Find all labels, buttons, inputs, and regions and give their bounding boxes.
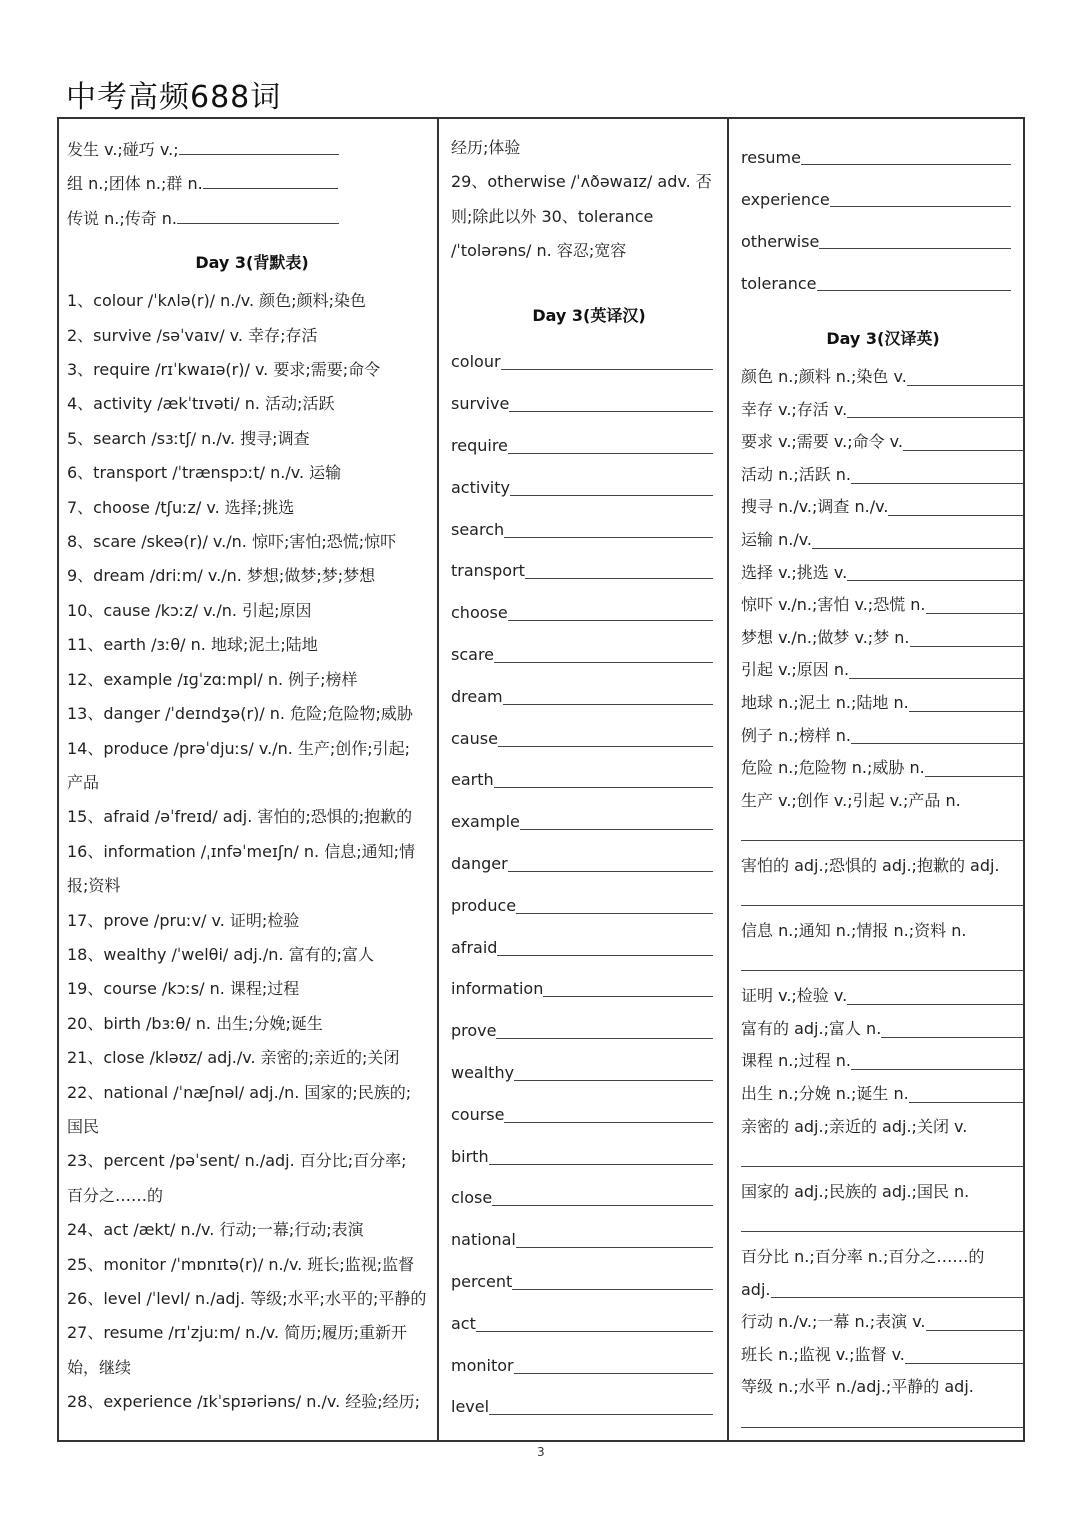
vocab-entry: 25、monitor /ˈmɒnɪtə(r)/ n./v. 班长;监视;监督 <box>67 1254 415 1274</box>
answer-blank[interactable] <box>905 1347 1023 1364</box>
chinese-prompt-row <box>741 1371 1025 1404</box>
chinese-prompt-row <box>741 785 1025 818</box>
translate-row <box>451 882 727 924</box>
english-word: wealthy <box>451 1062 515 1082</box>
vocab-entry: 则;除此以外 30、tolerance <box>451 206 654 226</box>
answer-blank[interactable] <box>741 891 1023 906</box>
answer-blank[interactable] <box>741 1413 1023 1428</box>
chinese-prompt-row <box>741 1176 1025 1209</box>
english-word: afraid <box>451 937 498 957</box>
chinese-prompt: 证明 v.;检验 v. <box>741 986 848 1006</box>
page-number: 3 <box>537 1445 545 1459</box>
answer-blank[interactable] <box>851 467 1023 484</box>
vocabulary-list <box>67 284 437 1419</box>
english-word: choose <box>451 603 508 623</box>
english-word: activity <box>451 477 510 497</box>
fill-in-line <box>67 133 437 167</box>
chinese-prompt: 搜寻 n./v.;调查 n./v. <box>741 497 889 517</box>
answer-line <box>741 883 1025 916</box>
answer-blank[interactable] <box>489 1396 713 1415</box>
vocab-entry: 16、information /ˌɪnfəˈmeɪʃn/ n. 信息;通知;情 <box>67 841 416 861</box>
translate-row <box>451 840 727 882</box>
english-word: require <box>451 436 508 456</box>
answer-blank[interactable] <box>510 477 713 496</box>
chinese-prompt: 选择 v.;挑选 v. <box>741 562 848 582</box>
answer-blank[interactable] <box>925 760 1023 777</box>
answer-blank[interactable] <box>888 499 1023 516</box>
english-word: resume <box>741 148 801 167</box>
chinese-prompt-row <box>741 622 1025 655</box>
chinese-prompt: 国家的 adj.;民族的 adj.;国民 n. <box>741 1181 970 1201</box>
answer-blank[interactable] <box>494 769 713 788</box>
cn-to-en-heading: Day 3(汉译英) <box>826 329 940 348</box>
page-title: 中考高频688词 <box>66 80 282 115</box>
english-word: prove <box>451 1021 497 1041</box>
col1-top-lines <box>67 133 437 236</box>
vocab-entry: 百分之……的 <box>67 1185 164 1205</box>
chinese-prompt-row <box>741 1241 1025 1274</box>
english-word: cause <box>451 728 498 748</box>
answer-blank[interactable] <box>771 1281 1024 1298</box>
answer-blank[interactable] <box>801 146 1011 165</box>
english-word: tolerance <box>741 274 817 293</box>
answer-blank[interactable] <box>512 1271 713 1290</box>
chinese-prompt-row <box>741 654 1025 687</box>
chinese-prompt: adj. <box>741 1279 771 1299</box>
answer-blank[interactable] <box>909 695 1023 712</box>
chinese-prompt: 富有的 adj.;富人 n. <box>741 1018 882 1038</box>
vocab-entry: 5、search /sɜːtʃ/ n./v. 搜寻;调查 <box>67 428 310 448</box>
chinese-prompt: 百分比 n.;百分率 n.;百分之……的 <box>741 1247 985 1267</box>
translate-row <box>451 924 727 966</box>
answer-blank[interactable] <box>520 811 713 830</box>
answer-blank[interactable] <box>496 1020 713 1039</box>
chinese-prompt: 出生 n.;分娩 n.;诞生 n. <box>741 1084 909 1104</box>
answer-blank[interactable] <box>516 1229 713 1248</box>
prompt-text: 传说 n.;传奇 n. <box>67 208 178 228</box>
vocab-entry: 12、example /ɪɡˈzɑːmpl/ n. 例子;榜样 <box>67 669 358 689</box>
answer-blank[interactable] <box>508 853 713 872</box>
translate-row <box>451 422 727 464</box>
chinese-prompt-row <box>741 1078 1025 1111</box>
chinese-prompt-row <box>741 752 1025 785</box>
answer-line <box>741 817 1025 850</box>
answer-blank[interactable] <box>504 1104 713 1123</box>
english-word: example <box>451 812 520 832</box>
english-word: survive <box>451 394 510 414</box>
translate-row <box>451 673 727 715</box>
answer-line <box>741 1143 1025 1176</box>
answer-blank[interactable] <box>847 988 1023 1005</box>
vocab-entry: 产品 <box>67 772 100 792</box>
english-word-list <box>451 339 727 1426</box>
answer-blank[interactable] <box>851 727 1023 744</box>
answer-blank[interactable] <box>819 230 1011 249</box>
vocab-entry: 15、afraid /əˈfreɪd/ adj. 害怕的;恐惧的;抱歉的 <box>67 807 413 827</box>
answer-blank[interactable] <box>476 1313 713 1332</box>
vocab-entry: 始，继续 <box>67 1357 132 1377</box>
translate-row <box>451 1300 727 1342</box>
vocab-entry: 8、scare /skeə(r)/ v./n. 惊吓;害怕;恐慌;惊吓 <box>67 532 397 552</box>
answer-blank[interactable] <box>516 895 713 914</box>
chinese-prompt: 信息 n.;通知 n.;情报 n.;资料 n. <box>741 921 967 941</box>
answer-blank[interactable] <box>179 136 339 155</box>
translate-row <box>451 757 727 799</box>
chinese-prompt: 课程 n.;过程 n. <box>741 1051 852 1071</box>
answer-line <box>741 1404 1025 1437</box>
vocab-entry: 7、choose /tʃuːz/ v. 选择;挑选 <box>67 497 295 517</box>
translate-row <box>451 589 727 631</box>
answer-blank[interactable] <box>514 1062 713 1081</box>
vocab-entry: 19、course /kɔːs/ n. 课程;过程 <box>67 979 300 999</box>
answer-blank[interactable] <box>830 188 1011 207</box>
chinese-prompt-row <box>741 1274 1025 1307</box>
memorize-column <box>59 119 439 1440</box>
vocab-entry: 2、survive /səˈvaɪv/ v. 幸存;存活 <box>67 325 318 345</box>
translate-row <box>741 219 1025 261</box>
chinese-prompt-row <box>741 850 1025 883</box>
answer-blank[interactable] <box>741 956 1023 971</box>
memorize-heading: Day 3(背默表) <box>195 253 309 273</box>
english-word: birth <box>451 1146 489 1166</box>
answer-blank[interactable] <box>926 1314 1023 1331</box>
answer-blank[interactable] <box>851 1053 1023 1070</box>
english-word: percent <box>451 1271 513 1291</box>
answer-blank[interactable] <box>501 351 713 370</box>
answer-blank[interactable] <box>847 564 1023 581</box>
chinese-prompt: 运输 n./v. <box>741 529 813 549</box>
english-word: information <box>451 979 544 999</box>
answer-blank[interactable] <box>543 978 713 997</box>
fill-in-line <box>67 202 437 236</box>
translate-row <box>741 135 1025 177</box>
answer-blank[interactable] <box>812 532 1023 549</box>
translate-row <box>451 1342 727 1384</box>
answer-blank[interactable] <box>903 434 1023 451</box>
vocab-entry: 20、birth /bɜːθ/ n. 出生;分娩;诞生 <box>67 1013 323 1033</box>
vocab-entry: /ˈtolərəns/ n. 容忍;宽容 <box>451 241 627 261</box>
answer-blank[interactable] <box>881 1021 1023 1038</box>
answer-blank[interactable] <box>817 272 1011 291</box>
answer-blank[interactable] <box>497 937 713 956</box>
translate-row <box>451 1091 727 1133</box>
answer-blank[interactable] <box>177 205 339 224</box>
translate-row <box>451 966 727 1008</box>
chinese-prompt-row <box>741 1339 1025 1372</box>
chinese-prompt: 颜色 n.;颜料 n.;染色 v. <box>741 367 907 386</box>
translate-row <box>451 1384 727 1426</box>
vocab-entry: 10、cause /kɔːz/ v./n. 引起;原因 <box>67 600 312 620</box>
chinese-prompt-row <box>741 459 1025 492</box>
english-word: experience <box>741 190 830 209</box>
english-word: danger <box>451 853 508 873</box>
english-word: dream <box>451 686 503 706</box>
chinese-prompt-row <box>741 915 1025 948</box>
vocab-entry: 1、colour /ˈkʌlə(r)/ n./v. 颜色;颜料;染色 <box>67 291 366 311</box>
answer-blank[interactable] <box>741 1152 1023 1167</box>
vocab-entry: 23、percent /pəˈsent/ n./adj. 百分比;百分率; <box>67 1151 407 1171</box>
fill-in-line <box>67 167 437 201</box>
chinese-prompt: 例子 n.;榜样 n. <box>741 725 852 745</box>
worksheet-table <box>57 117 1025 1442</box>
vocab-entry: 22、national /ˈnæʃnəl/ adj./n. 国家的;民族的; <box>67 1082 412 1102</box>
chinese-prompt: 危险 n.;危险物 n.;威胁 n. <box>741 758 925 778</box>
chinese-prompt-row <box>741 394 1025 427</box>
answer-blank[interactable] <box>910 630 1023 647</box>
translate-row <box>451 715 727 757</box>
en-to-cn-column <box>439 119 729 1440</box>
answer-blank[interactable] <box>926 597 1023 614</box>
vocab-entry: 17、prove /pruːv/ v. 证明;检验 <box>67 910 300 930</box>
english-word: close <box>451 1188 493 1208</box>
chinese-prompt-row <box>741 491 1025 524</box>
prompt-text: 组 n.;团体 n.;群 n. <box>67 174 203 194</box>
english-word: produce <box>451 895 517 915</box>
translate-row <box>741 261 1025 303</box>
translate-row <box>451 506 727 548</box>
english-word: otherwise <box>741 232 820 251</box>
cn-to-en-column <box>729 119 1025 1440</box>
answer-blank[interactable] <box>503 686 713 705</box>
col3-top-words <box>741 135 1025 303</box>
vocab-entry: 报;资料 <box>67 876 121 896</box>
chinese-prompt: 要求 v.;需要 v.;命令 v. <box>741 432 903 452</box>
answer-blank[interactable] <box>494 644 713 663</box>
english-word: colour <box>451 352 501 372</box>
chinese-prompt-row <box>741 426 1025 459</box>
vocab-entry: 21、close /kləʊz/ adj./v. 亲密的;亲近的;关闭 <box>67 1048 400 1068</box>
chinese-prompt: 班长 n.;监视 v.;监督 v. <box>741 1344 905 1364</box>
answer-blank[interactable] <box>508 602 713 621</box>
answer-line <box>741 1208 1025 1241</box>
chinese-prompt-row <box>741 589 1025 622</box>
chinese-prompt-row <box>741 1013 1025 1046</box>
vocab-entry: 14、produce /prəˈdjuːs/ v./n. 生产;创作;引起; <box>67 738 411 758</box>
translate-row <box>451 1007 727 1049</box>
vocab-entry: 24、act /ækt/ n./v. 行动;一幕;行动;表演 <box>67 1220 364 1240</box>
chinese-prompt-row <box>741 980 1025 1013</box>
english-word: level <box>451 1397 490 1417</box>
answer-blank[interactable] <box>849 662 1023 679</box>
answer-blank[interactable] <box>509 393 713 412</box>
chinese-prompt-row <box>741 1045 1025 1078</box>
answer-blank[interactable] <box>909 1086 1023 1103</box>
translate-row <box>451 1258 727 1300</box>
chinese-prompt: 行动 n./v.;一幕 n.;表演 v. <box>741 1312 926 1332</box>
chinese-prompt: 生产 v.;创作 v.;引起 v.;产品 n. <box>741 790 961 810</box>
english-word: transport <box>451 561 525 581</box>
answer-blank[interactable] <box>907 369 1023 386</box>
vocab-entry: 4、activity /ækˈtɪvəti/ n. 活动;活跃 <box>67 394 335 414</box>
vocab-entry: 经历;体验 <box>451 138 521 157</box>
english-word: act <box>451 1313 476 1333</box>
english-word: scare <box>451 645 495 664</box>
chinese-prompt: 亲密的 adj.;亲近的 adj.;关闭 v. <box>741 1116 968 1136</box>
translate-row <box>741 177 1025 219</box>
english-word: earth <box>451 770 494 790</box>
english-word: national <box>451 1230 516 1250</box>
english-word: monitor <box>451 1355 514 1375</box>
answer-blank[interactable] <box>489 1146 713 1165</box>
chinese-prompt: 幸存 v.;存活 v. <box>741 399 848 419</box>
vocab-entry: 26、level /ˈlevl/ n./adj. 等级;水平;水平的;平静的 <box>67 1289 427 1308</box>
chinese-prompt: 活动 n.;活跃 n. <box>741 464 852 484</box>
chinese-prompt: 梦想 v./n.;做梦 v.;梦 n. <box>741 627 910 647</box>
vocab-entry: 27、resume /rɪˈzjuːm/ n./v. 简历;履历;重新开 <box>67 1323 407 1343</box>
translate-row <box>451 631 727 673</box>
vocab-entry: 29、otherwise /ˈʌðəwaɪz/ adv. 否 <box>451 172 712 192</box>
vocab-entry: 9、dream /driːm/ v./n. 梦想;做梦;梦;梦想 <box>67 566 376 586</box>
chinese-prompt-row <box>741 361 1025 394</box>
translate-row <box>451 339 727 381</box>
chinese-prompt: 引起 v.;原因 n. <box>741 660 850 680</box>
chinese-prompt: 等级 n.;水平 n./adj.;平静的 adj. <box>741 1377 974 1397</box>
chinese-prompt-row <box>741 1306 1025 1339</box>
answer-blank[interactable] <box>741 1217 1023 1232</box>
chinese-prompt-list <box>741 361 1025 1437</box>
vocab-entry: 6、transport /ˈtrænspɔːt/ n./v. 运输 <box>67 463 342 483</box>
english-word: course <box>451 1104 505 1124</box>
answer-line <box>741 948 1025 981</box>
translate-row <box>451 380 727 422</box>
translate-row <box>451 548 727 590</box>
chinese-prompt-row <box>741 1111 1025 1144</box>
vocab-entry: 3、require /rɪˈkwaɪə(r)/ v. 要求;需要;命令 <box>67 360 381 380</box>
answer-blank[interactable] <box>741 826 1023 841</box>
chinese-prompt: 地球 n.;泥土 n.;陆地 n. <box>741 692 909 712</box>
translate-row <box>451 798 727 840</box>
translate-row <box>451 1175 727 1217</box>
translate-row <box>451 1216 727 1258</box>
chinese-prompt: 惊吓 v./n.;害怕 v.;恐慌 n. <box>741 595 926 615</box>
vocab-entry: 国民 <box>67 1116 100 1136</box>
vocab-entry: 28、experience /ɪkˈspɪəriəns/ n./v. 经验;经历; <box>67 1392 421 1412</box>
translate-row <box>451 1049 727 1091</box>
vocab-entry: 18、wealthy /ˈwelθi/ adj./n. 富有的;富人 <box>67 944 374 964</box>
chinese-prompt-row <box>741 720 1025 753</box>
vocab-entry: 11、earth /ɜːθ/ n. 地球;泥土;陆地 <box>67 635 318 655</box>
answer-blank[interactable] <box>504 519 713 538</box>
chinese-prompt: 害怕的 adj.;恐惧的 adj.;抱歉的 adj. <box>741 855 1000 875</box>
answer-blank[interactable] <box>847 401 1023 418</box>
chinese-prompt-row <box>741 687 1025 720</box>
chinese-prompt-row <box>741 557 1025 590</box>
translate-row <box>451 464 727 506</box>
translate-row <box>451 1133 727 1175</box>
english-word: search <box>451 519 505 539</box>
answer-blank[interactable] <box>514 1355 713 1374</box>
vocab-entry: 13、danger /ˈdeɪndʒə(r)/ n. 危险;危险物;威胁 <box>67 704 413 724</box>
answer-blank[interactable] <box>525 560 713 579</box>
answer-blank[interactable] <box>508 435 713 454</box>
col2-top-lines <box>451 131 727 269</box>
prompt-text: 发生 v.;碰巧 v.; <box>67 140 179 159</box>
answer-blank[interactable] <box>498 728 713 747</box>
en-to-cn-heading: Day 3(英译汉) <box>532 305 646 325</box>
answer-blank[interactable] <box>492 1187 713 1206</box>
chinese-prompt-row <box>741 524 1025 557</box>
answer-blank[interactable] <box>203 170 338 189</box>
